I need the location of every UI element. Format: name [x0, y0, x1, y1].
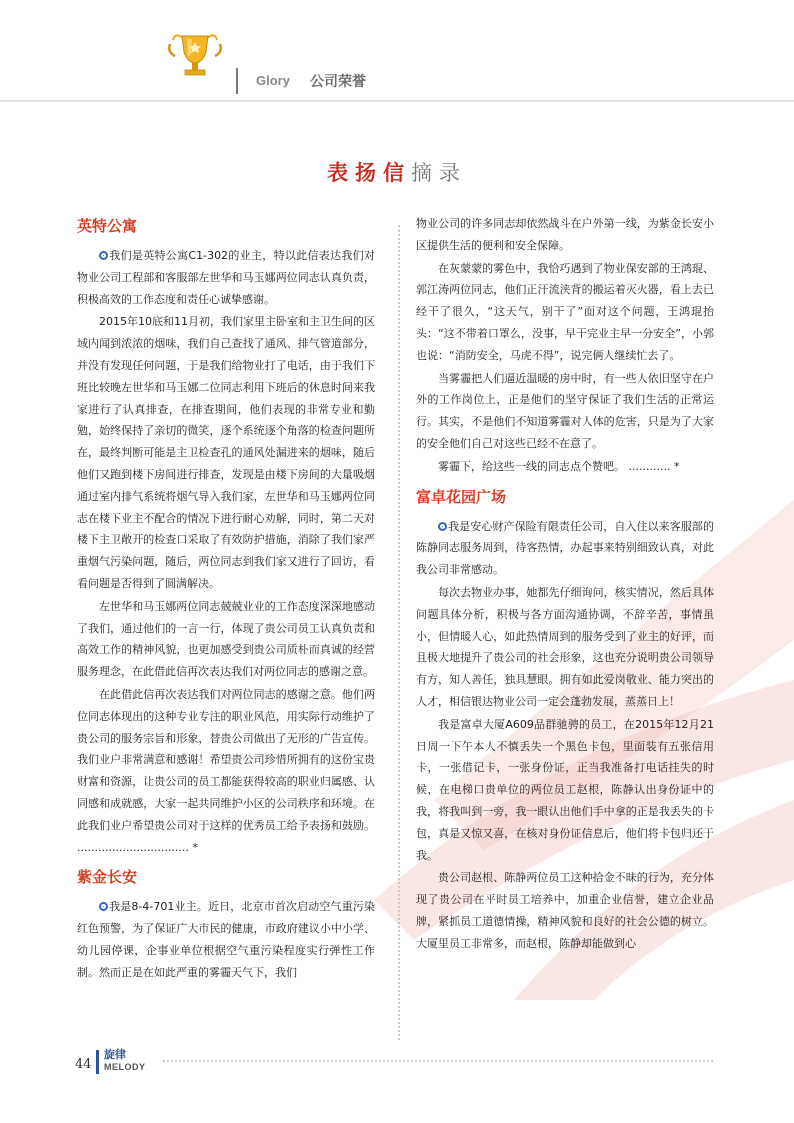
page-title-suffix: 摘录: [411, 161, 467, 185]
page-header: [0, 0, 794, 105]
footer-brand-en: MELODY: [104, 1062, 146, 1072]
page-title-main: 表扬信: [327, 160, 411, 185]
left-column: [77, 215, 375, 985]
letter-paragraph: 贵公司赵根、陈静两位员工这种拾金不昧的行为，充分体现了贵公司在平时员工培养中，加重企业信誉，建立企业品牌，紧抓员工道德情操，精神风貌和良好的社会公德的树立。大厦里员工非常多，而赵根，陈静却能做到心: [416, 871, 714, 950]
letter-paragraph-continued: 物业公司的许多同志却依然战斗在户外第一线，为紫金长安小区提供生活的便利和安全保障。: [416, 217, 714, 252]
right-column: [416, 213, 714, 956]
section-title-zijin: 紫金长安: [77, 868, 138, 887]
letter-paragraph: 雾霾下，给这些一线的同志点个赞吧。 ............ *: [438, 459, 680, 473]
section-title-fuzhuo: 富卓花园广场: [416, 487, 507, 506]
letter-paragraph: 我是8-4-701业主。近日，北京市首次启动空气重污染红色预警，为了保证广大市民的健康，市政府建议小中小学、幼儿园停课，企事业单位根据空气重污染程度实行弹性工作制。然而正是在如此严重的雾霾天气下，我们: [77, 900, 375, 979]
letter-paragraph: 我们是英特公寓C1-302的业主，特以此信表达我们对物业公司工程部和客服部左世华和马玉娜两位同志认真负责，积极高效的工作态度和责任心诚挚感谢。: [77, 249, 375, 306]
bullet-circle-icon: [438, 522, 447, 531]
letter-paragraph: 在此借此信再次表达我们对两位同志的感谢之意。他们两位同志体现出的这种专业专注的职业风范，用实际行动维护了贵公司的服务宗旨和形象，替贵公司做出了无形的广告宣传。我们业户非常满意和感谢！希望贵公司珍惜所拥有的这份宝贵财富和资源，让贵公司的员工都能获得较高的职业归属感、认同感和成就感，大家一起共同维护小区的公司秩序和环境。在此我们业户希望贵公司对于这样的优秀员工给予表扬和鼓励。 ................................ *: [77, 687, 375, 854]
letter-paragraph: 2015年10底和11月初，我们家里主卧室和主卫生间的区域内闻到浓浓的烟味，我们自己查找了通风、排气管道部分，并没有发现任何问题，于是我们给物业打了电话，由于我们下班比较晚左世华和马玉娜二位同志利用下班后的休息时间来我家进行了认真排查，在排查期间，他们表现的非常专业和勤勉，始终保持了亲切的微笑，逐个系统逐个角落的检查问题所在，最终判断可能是主卫检查孔的通风处漏进来的烟味，随后他们又跑到楼下房间进行排查，发现是由楼下房间的大量吸烟通过室内排气系统将烟气导入我们家，左世华和马玉娜两位同志在楼下业主不配合的情况下进行耐心劝解，同时，第二天对楼下主卫敞开的检查口采取了有效防护措施，消除了我们家严重烟气污染问题，随后，两位同志到我们家又进行了回访，看看问题是否得到了圆满解决。: [77, 315, 375, 590]
header-rule: [0, 100, 794, 102]
letter-paragraph: 每次去物业办事，她都先仔细询问，核实情况，然后具体问题具体分析，积极与各方面沟通协调，不辞辛苦，事情虽小，但情暖人心，如此热情周到的服务受到了业主的好评，而且极大地提升了贵公司的社会形象，这也充分说明贵公司领导有方，知人善任，独具慧眼。拥有如此爱岗敬业、能力突出的人才，相信银达物业公司一定会蓬勃发展，蒸蒸日上！: [416, 585, 714, 708]
footer-accent-bar: [96, 1050, 99, 1074]
letter-paragraph: 左世华和马玉娜两位同志兢兢业业的工作态度深深地感动了我们，通过他们的一言一行，体现了贵公司员工认真负责和高效工作的精神风貌，也更加感受到贵公司质朴而真诚的经营服务理念，在此借此信再次表达我们对两位同志的感谢之意。: [77, 599, 375, 679]
footer-dotted-rule: [163, 1060, 713, 1062]
section-title-yingte: 英特公寓: [77, 217, 138, 235]
header-divider: [236, 68, 238, 94]
footer-brand: [104, 1049, 146, 1073]
header-section-cn: 公司荣誉: [310, 74, 366, 90]
letter-paragraph: 当雾霾把人们逼近温暖的房中时，有一些人依旧坚守在户外的工作岗位上，正是他们的坚守保证了我们生活的正常运行。其实，不是他们不知道雾霾对人体的危害，只是为了大家的安全他们自己对这些已经不在意了。: [416, 371, 714, 450]
header-section-en: Glory: [256, 73, 290, 88]
column-divider: [398, 225, 400, 1040]
bullet-circle-icon: [99, 902, 108, 911]
letter-paragraph: 我是安心财产保险有限责任公司，自入住以来客服部的陈静同志服务周到，待客热情，办起事来特别细致认真，对此我公司非常感动。: [416, 519, 714, 577]
footer-brand-cn: 旋律: [104, 1048, 126, 1061]
page-number: 44: [75, 1057, 92, 1072]
letter-paragraph: 在灰蒙蒙的雾色中，我恰巧遇到了物业保安部的王鸿琨、郭江涛两位同志，他们正汗流浃背的搬运着灭火器，看上去已经干了很久，“这天气，别干了”面对这个问题，王鸿琨抬头：“这不带着口罩么，没事，早干完业主早一分安全”，小郭也说：“消防安全，马虎不得”，说完俩人继续忙去了。: [416, 261, 714, 362]
page-title: [0, 157, 794, 187]
bullet-circle-icon: [99, 251, 108, 260]
letter-paragraph: 我是富卓大厦A609品群驰骋的员工，在2015年12月21日周一下午本人不慎丢失一个黑色卡包，里面装有五张信用卡，一张借记卡，一张身份证，正当我准备打电话挂失的时候，在电梯口贵单位的两位员工赵根，陈静认出身份证中的我，将我叫到一旁，我一眼认出他们手中拿的正是我丢失的卡包，真是又惊又喜，在核对身份证信息后，他们将卡包归还于我。: [416, 717, 714, 862]
trophy-icon: [165, 30, 225, 82]
